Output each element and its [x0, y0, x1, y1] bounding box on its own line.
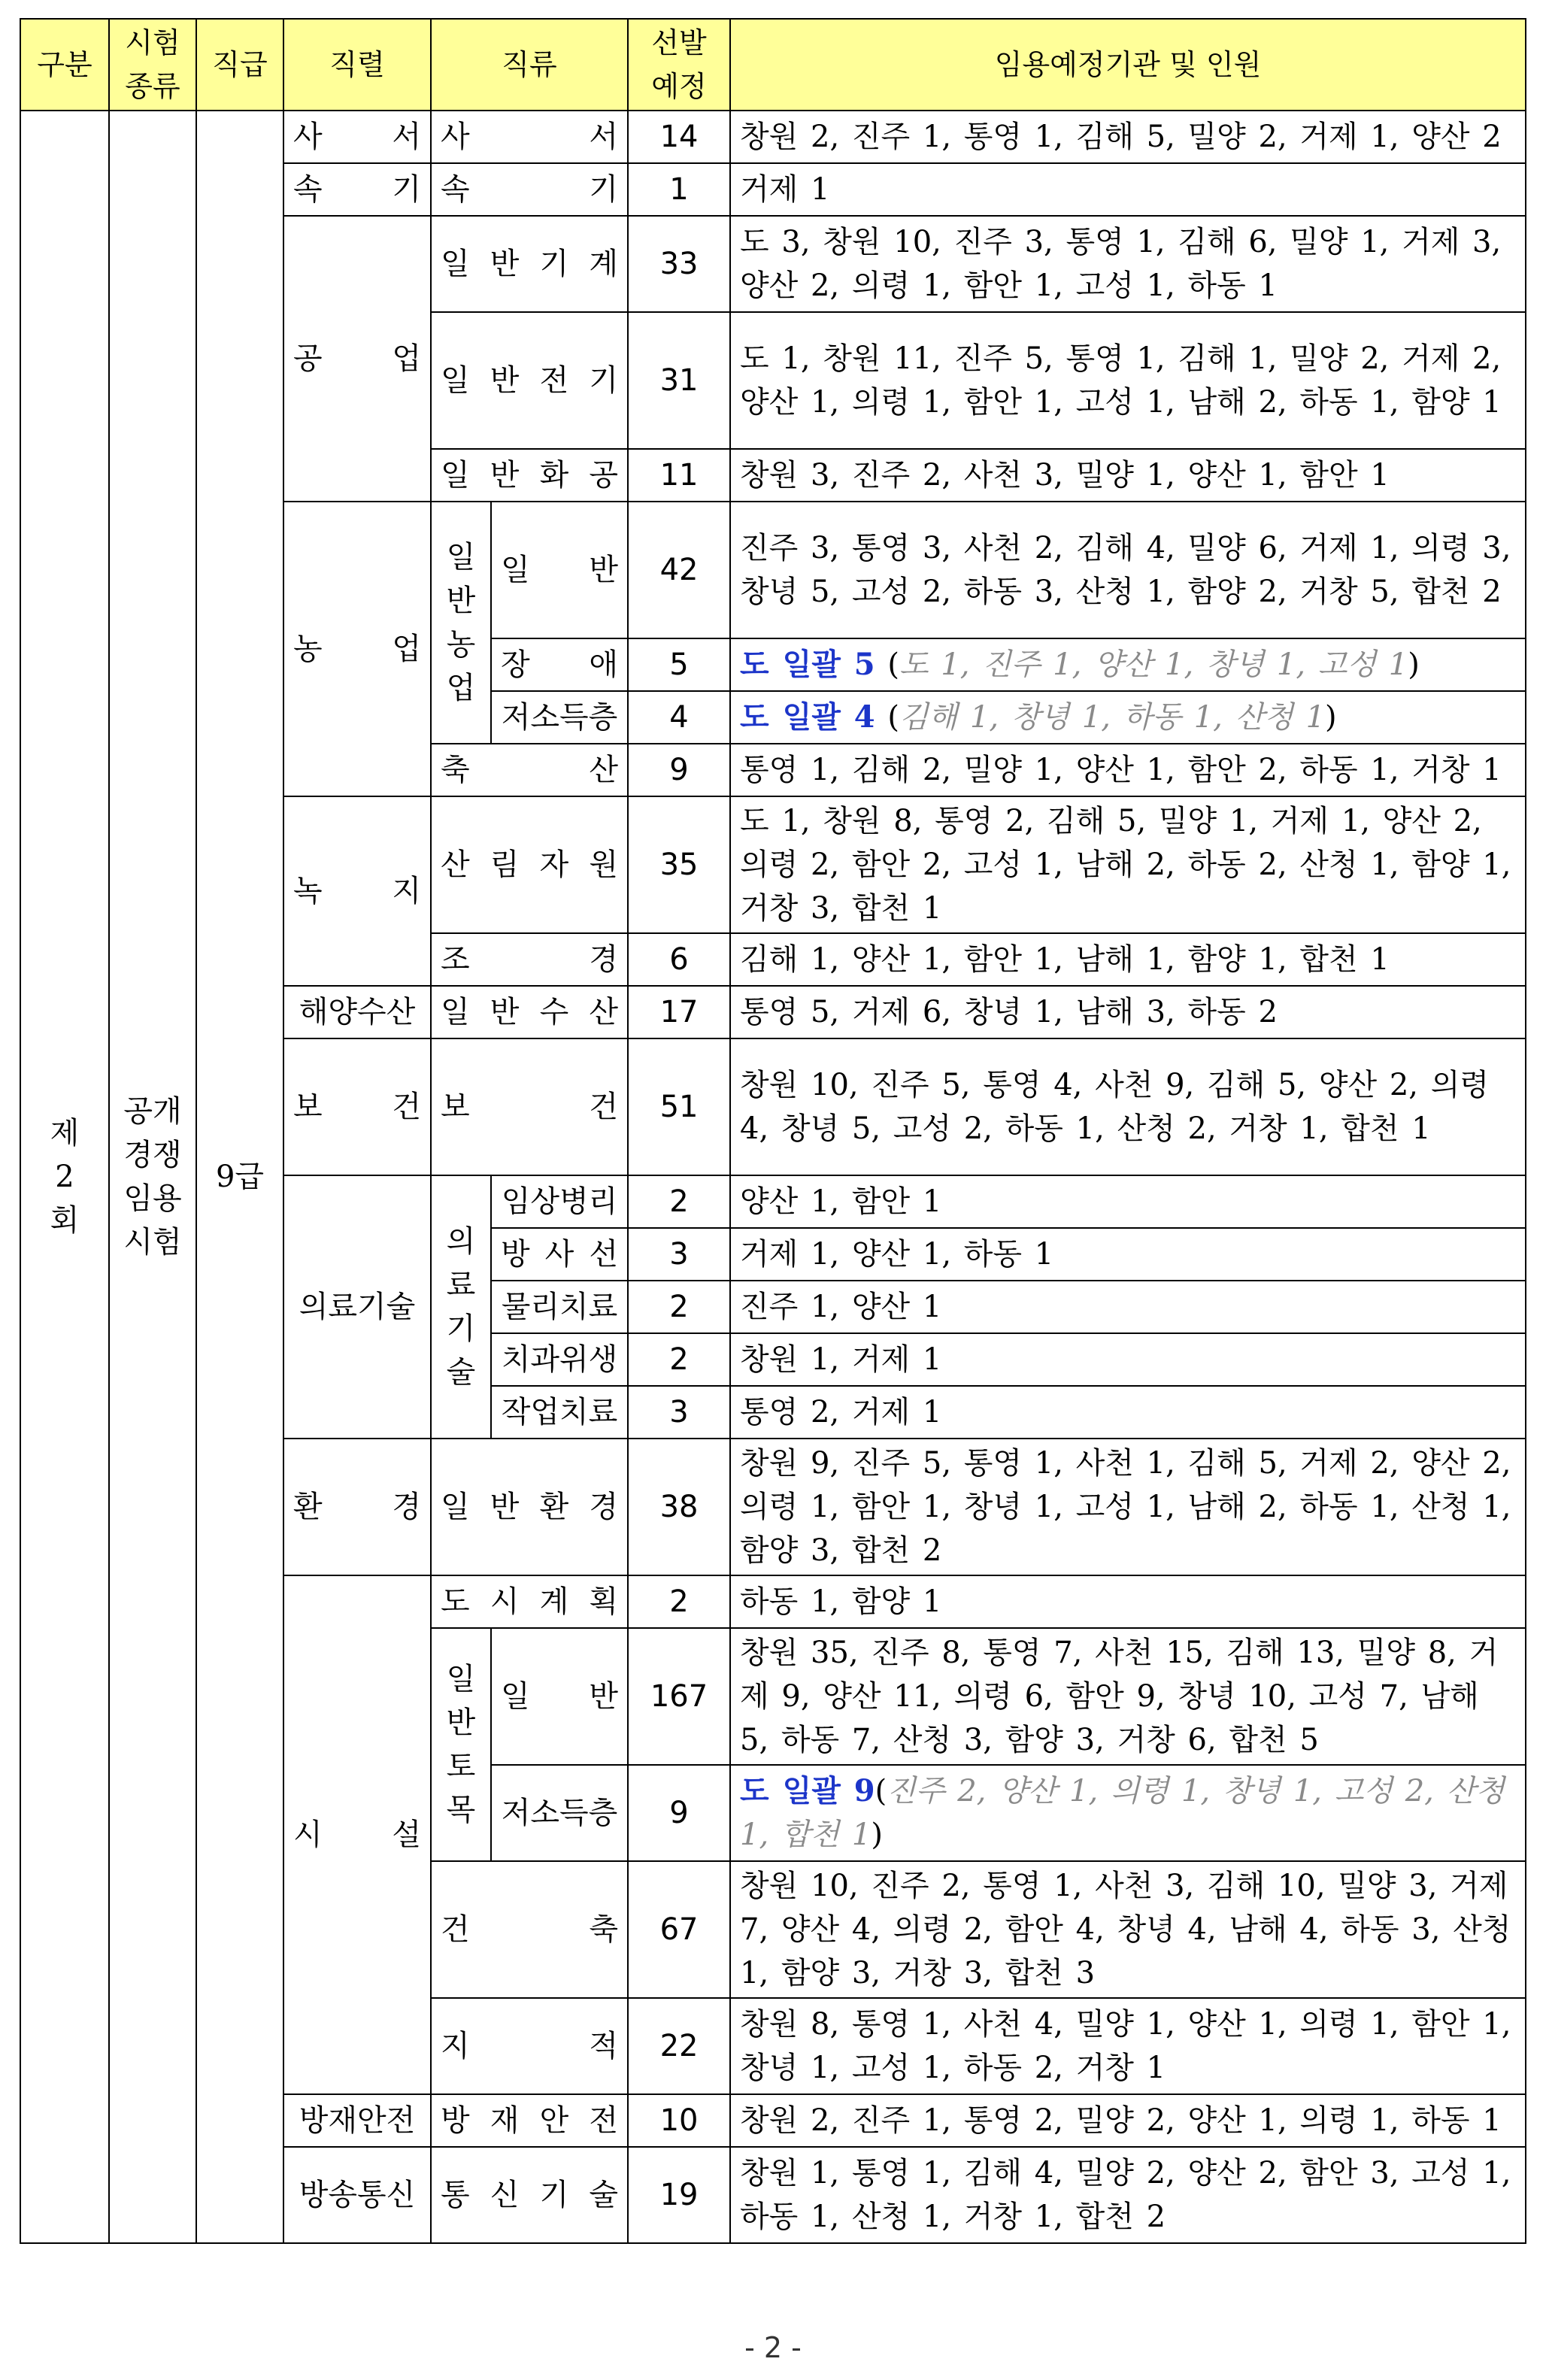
count-cell: 9 — [628, 744, 730, 796]
bulk-detail: 진주 2, 양산 1, 의령 1, 창녕 1, 고성 2, 산청 1, 합천 1 — [740, 1774, 1505, 1852]
count-cell: 33 — [628, 216, 730, 312]
count-cell: 11 — [628, 449, 730, 502]
count-cell: 2 — [628, 1175, 730, 1228]
class-cell: 건 축 — [431, 1861, 628, 1998]
count-cell: 2 — [628, 1281, 730, 1333]
agency-cell: 김해 1, 양산 1, 함안 1, 남해 1, 함양 1, 합천 1 — [730, 933, 1526, 986]
series-cell: 시 설 — [283, 1575, 431, 2094]
class-cell: 물리치료 — [491, 1281, 628, 1333]
bulk-label: 도 일괄 4 — [740, 699, 875, 735]
agency-cell: 창원 35, 진주 8, 통영 7, 사천 15, 김해 13, 밀양 8, 거제 9, 양산 11, 의령 6, 함안 9, 창녕 10, 고성 7, 남해 5, 하동 7, 산청 3, 함양 3, 거창 6, 합천 5 — [730, 1628, 1526, 1765]
series-cell: 속 기 — [283, 163, 431, 216]
paren-close: ) — [871, 1818, 883, 1852]
round-label: 제 2 회 — [20, 111, 109, 2243]
header-gubun: 구분 — [20, 19, 109, 111]
paren-close: ) — [1325, 700, 1337, 735]
agency-cell: 창원 1, 통영 1, 김해 4, 밀양 2, 양산 2, 함안 3, 고성 1, 하동 1, 산청 1, 거창 1, 합천 2 — [730, 2147, 1526, 2243]
subseries-cell: 일 반 농 업 — [431, 502, 491, 744]
header-agency: 임용예정기관 및 인원 — [730, 19, 1526, 111]
bulk-label: 도 일괄 5 — [740, 647, 875, 682]
count-cell: 1 — [628, 163, 730, 216]
agency-cell — [730, 691, 1526, 744]
series-cell: 의료기술 — [283, 1175, 431, 1439]
count-cell: 6 — [628, 933, 730, 986]
series-cell: 사 서 — [283, 111, 431, 163]
paren-open: ( — [875, 647, 899, 682]
agency-cell: 통영 5, 거제 6, 창녕 1, 남해 3, 하동 2 — [730, 986, 1526, 1038]
class-cell: 일 반 환 경 — [431, 1439, 628, 1575]
series-cell: 농 업 — [283, 502, 431, 796]
agency-cell: 도 1, 창원 8, 통영 2, 김해 5, 밀양 1, 거제 1, 양산 2, 의령 2, 함안 2, 고성 1, 남해 2, 하동 2, 산청 1, 함양 1, 거창 3, 합천 1 — [730, 796, 1526, 933]
series-cell: 방송통신 — [283, 2147, 431, 2243]
agency-cell: 양산 1, 함안 1 — [730, 1175, 1526, 1228]
class-cell: 속 기 — [431, 163, 628, 216]
header-exam-type: 시험 종류 — [109, 19, 196, 111]
count-cell: 167 — [628, 1628, 730, 1765]
series-cell: 해양수산 — [283, 986, 431, 1038]
class-cell: 일 반 수 산 — [431, 986, 628, 1038]
count-cell: 42 — [628, 502, 730, 638]
class-cell: 방 재 안 전 — [431, 2094, 628, 2147]
count-cell: 9 — [628, 1765, 730, 1861]
agency-cell — [730, 638, 1526, 691]
count-cell: 14 — [628, 111, 730, 163]
header-series: 직렬 — [283, 19, 431, 111]
agency-cell: 하동 1, 함양 1 — [730, 1575, 1526, 1628]
class-cell: 저소득층 — [491, 1765, 628, 1861]
class-cell: 사 서 — [431, 111, 628, 163]
series-cell: 방재안전 — [283, 2094, 431, 2147]
class-cell: 지 적 — [431, 1998, 628, 2094]
header-grade: 직급 — [196, 19, 283, 111]
class-cell: 일 반 화 공 — [431, 449, 628, 502]
count-cell: 10 — [628, 2094, 730, 2147]
class-cell: 작업치료 — [491, 1386, 628, 1439]
grade-label: 9급 — [196, 111, 283, 2243]
count-cell: 2 — [628, 1333, 730, 1386]
agency-cell: 창원 10, 진주 5, 통영 4, 사천 9, 김해 5, 양산 2, 의령 4, 창녕 5, 고성 2, 하동 1, 산청 2, 거창 1, 합천 1 — [730, 1038, 1526, 1175]
agency-cell: 진주 3, 통영 3, 사천 2, 김해 4, 밀양 6, 거제 1, 의령 3, 창녕 5, 고성 2, 하동 3, 산청 1, 함양 2, 거창 5, 합천 2 — [730, 502, 1526, 638]
series-cell: 보 건 — [283, 1038, 431, 1175]
agency-cell: 창원 1, 거제 1 — [730, 1333, 1526, 1386]
class-cell: 통 신 기 술 — [431, 2147, 628, 2243]
class-cell: 일 반 — [491, 502, 628, 638]
subseries-cell: 의 료 기 술 — [431, 1175, 491, 1439]
count-cell: 17 — [628, 986, 730, 1038]
agency-cell: 도 3, 창원 10, 진주 3, 통영 1, 김해 6, 밀양 1, 거제 3, 양산 2, 의령 1, 함안 1, 고성 1, 하동 1 — [730, 216, 1526, 312]
exam-type-label: 공개 경쟁 임용 시험 — [109, 111, 196, 2243]
agency-cell: 창원 10, 진주 2, 통영 1, 사천 3, 김해 10, 밀양 3, 거제 7, 양산 4, 의령 2, 함안 4, 창녕 4, 남해 4, 하동 3, 산청 1, 함양 3, 거창 3, 합천 3 — [730, 1861, 1526, 1998]
count-cell: 67 — [628, 1861, 730, 1998]
paren-open: ( — [875, 1774, 887, 1808]
count-cell: 4 — [628, 691, 730, 744]
paren-close: ) — [1408, 647, 1420, 682]
table-row — [20, 111, 1526, 163]
class-cell: 도 시 계 획 — [431, 1575, 628, 1628]
class-cell: 일 반 전 기 — [431, 312, 628, 449]
agency-cell: 거제 1, 양산 1, 하동 1 — [730, 1228, 1526, 1281]
count-cell: 3 — [628, 1228, 730, 1281]
agency-cell: 진주 1, 양산 1 — [730, 1281, 1526, 1333]
class-cell: 장 애 — [491, 638, 628, 691]
bulk-label: 도 일괄 9 — [740, 1773, 875, 1808]
count-cell: 31 — [628, 312, 730, 449]
header-planned: 선발 예정 — [628, 19, 730, 111]
agency-cell: 통영 2, 거제 1 — [730, 1386, 1526, 1439]
agency-cell — [730, 1765, 1526, 1861]
count-cell: 19 — [628, 2147, 730, 2243]
count-cell: 3 — [628, 1386, 730, 1439]
series-cell: 녹 지 — [283, 796, 431, 986]
class-cell: 보 건 — [431, 1038, 628, 1175]
agency-cell: 창원 8, 통영 1, 사천 4, 밀양 1, 양산 1, 의령 1, 함안 1, 창녕 1, 고성 1, 하동 2, 거창 1 — [730, 1998, 1526, 2094]
agency-cell: 창원 9, 진주 5, 통영 1, 사천 1, 김해 5, 거제 2, 양산 2, 의령 1, 함안 1, 창녕 1, 고성 1, 남해 2, 하동 1, 산청 1, 함양 3, 합천 2 — [730, 1439, 1526, 1575]
agency-cell: 도 1, 창원 11, 진주 5, 통영 1, 김해 1, 밀양 2, 거제 2, 양산 1, 의령 1, 함안 1, 고성 1, 남해 2, 하동 1, 함양 1 — [730, 312, 1526, 449]
paren-open: ( — [875, 700, 899, 735]
agency-cell: 거제 1 — [730, 163, 1526, 216]
bulk-detail: 김해 1, 창녕 1, 하동 1, 산청 1 — [899, 700, 1326, 735]
class-cell: 조 경 — [431, 933, 628, 986]
recruitment-table — [20, 18, 1526, 2244]
count-cell: 5 — [628, 638, 730, 691]
class-cell: 방 사 선 — [491, 1228, 628, 1281]
page-number: - 2 - — [744, 2331, 802, 2364]
class-cell: 일 반 기 계 — [431, 216, 628, 312]
count-cell: 38 — [628, 1439, 730, 1575]
count-cell: 22 — [628, 1998, 730, 2094]
agency-cell: 창원 3, 진주 2, 사천 3, 밀양 1, 양산 1, 함안 1 — [730, 449, 1526, 502]
agency-cell: 통영 1, 김해 2, 밀양 1, 양산 1, 함안 2, 하동 1, 거창 1 — [730, 744, 1526, 796]
header-class: 직류 — [431, 19, 628, 111]
class-cell: 치과위생 — [491, 1333, 628, 1386]
subseries-cell: 일 반 토 목 — [431, 1628, 491, 1861]
agency-cell: 창원 2, 진주 1, 통영 1, 김해 5, 밀양 2, 거제 1, 양산 2 — [730, 111, 1526, 163]
class-cell: 저소득층 — [491, 691, 628, 744]
agency-cell: 창원 2, 진주 1, 통영 2, 밀양 2, 양산 1, 의령 1, 하동 1 — [730, 2094, 1526, 2147]
series-cell: 환 경 — [283, 1439, 431, 1575]
class-cell: 축 산 — [431, 744, 628, 796]
count-cell: 35 — [628, 796, 730, 933]
count-cell: 2 — [628, 1575, 730, 1628]
class-cell: 일 반 — [491, 1628, 628, 1765]
count-cell: 51 — [628, 1038, 730, 1175]
class-cell: 산 림 자 원 — [431, 796, 628, 933]
bulk-detail: 도 1, 진주 1, 양산 1, 창녕 1, 고성 1 — [899, 647, 1408, 682]
series-cell: 공 업 — [283, 216, 431, 502]
class-cell: 임상병리 — [491, 1175, 628, 1228]
